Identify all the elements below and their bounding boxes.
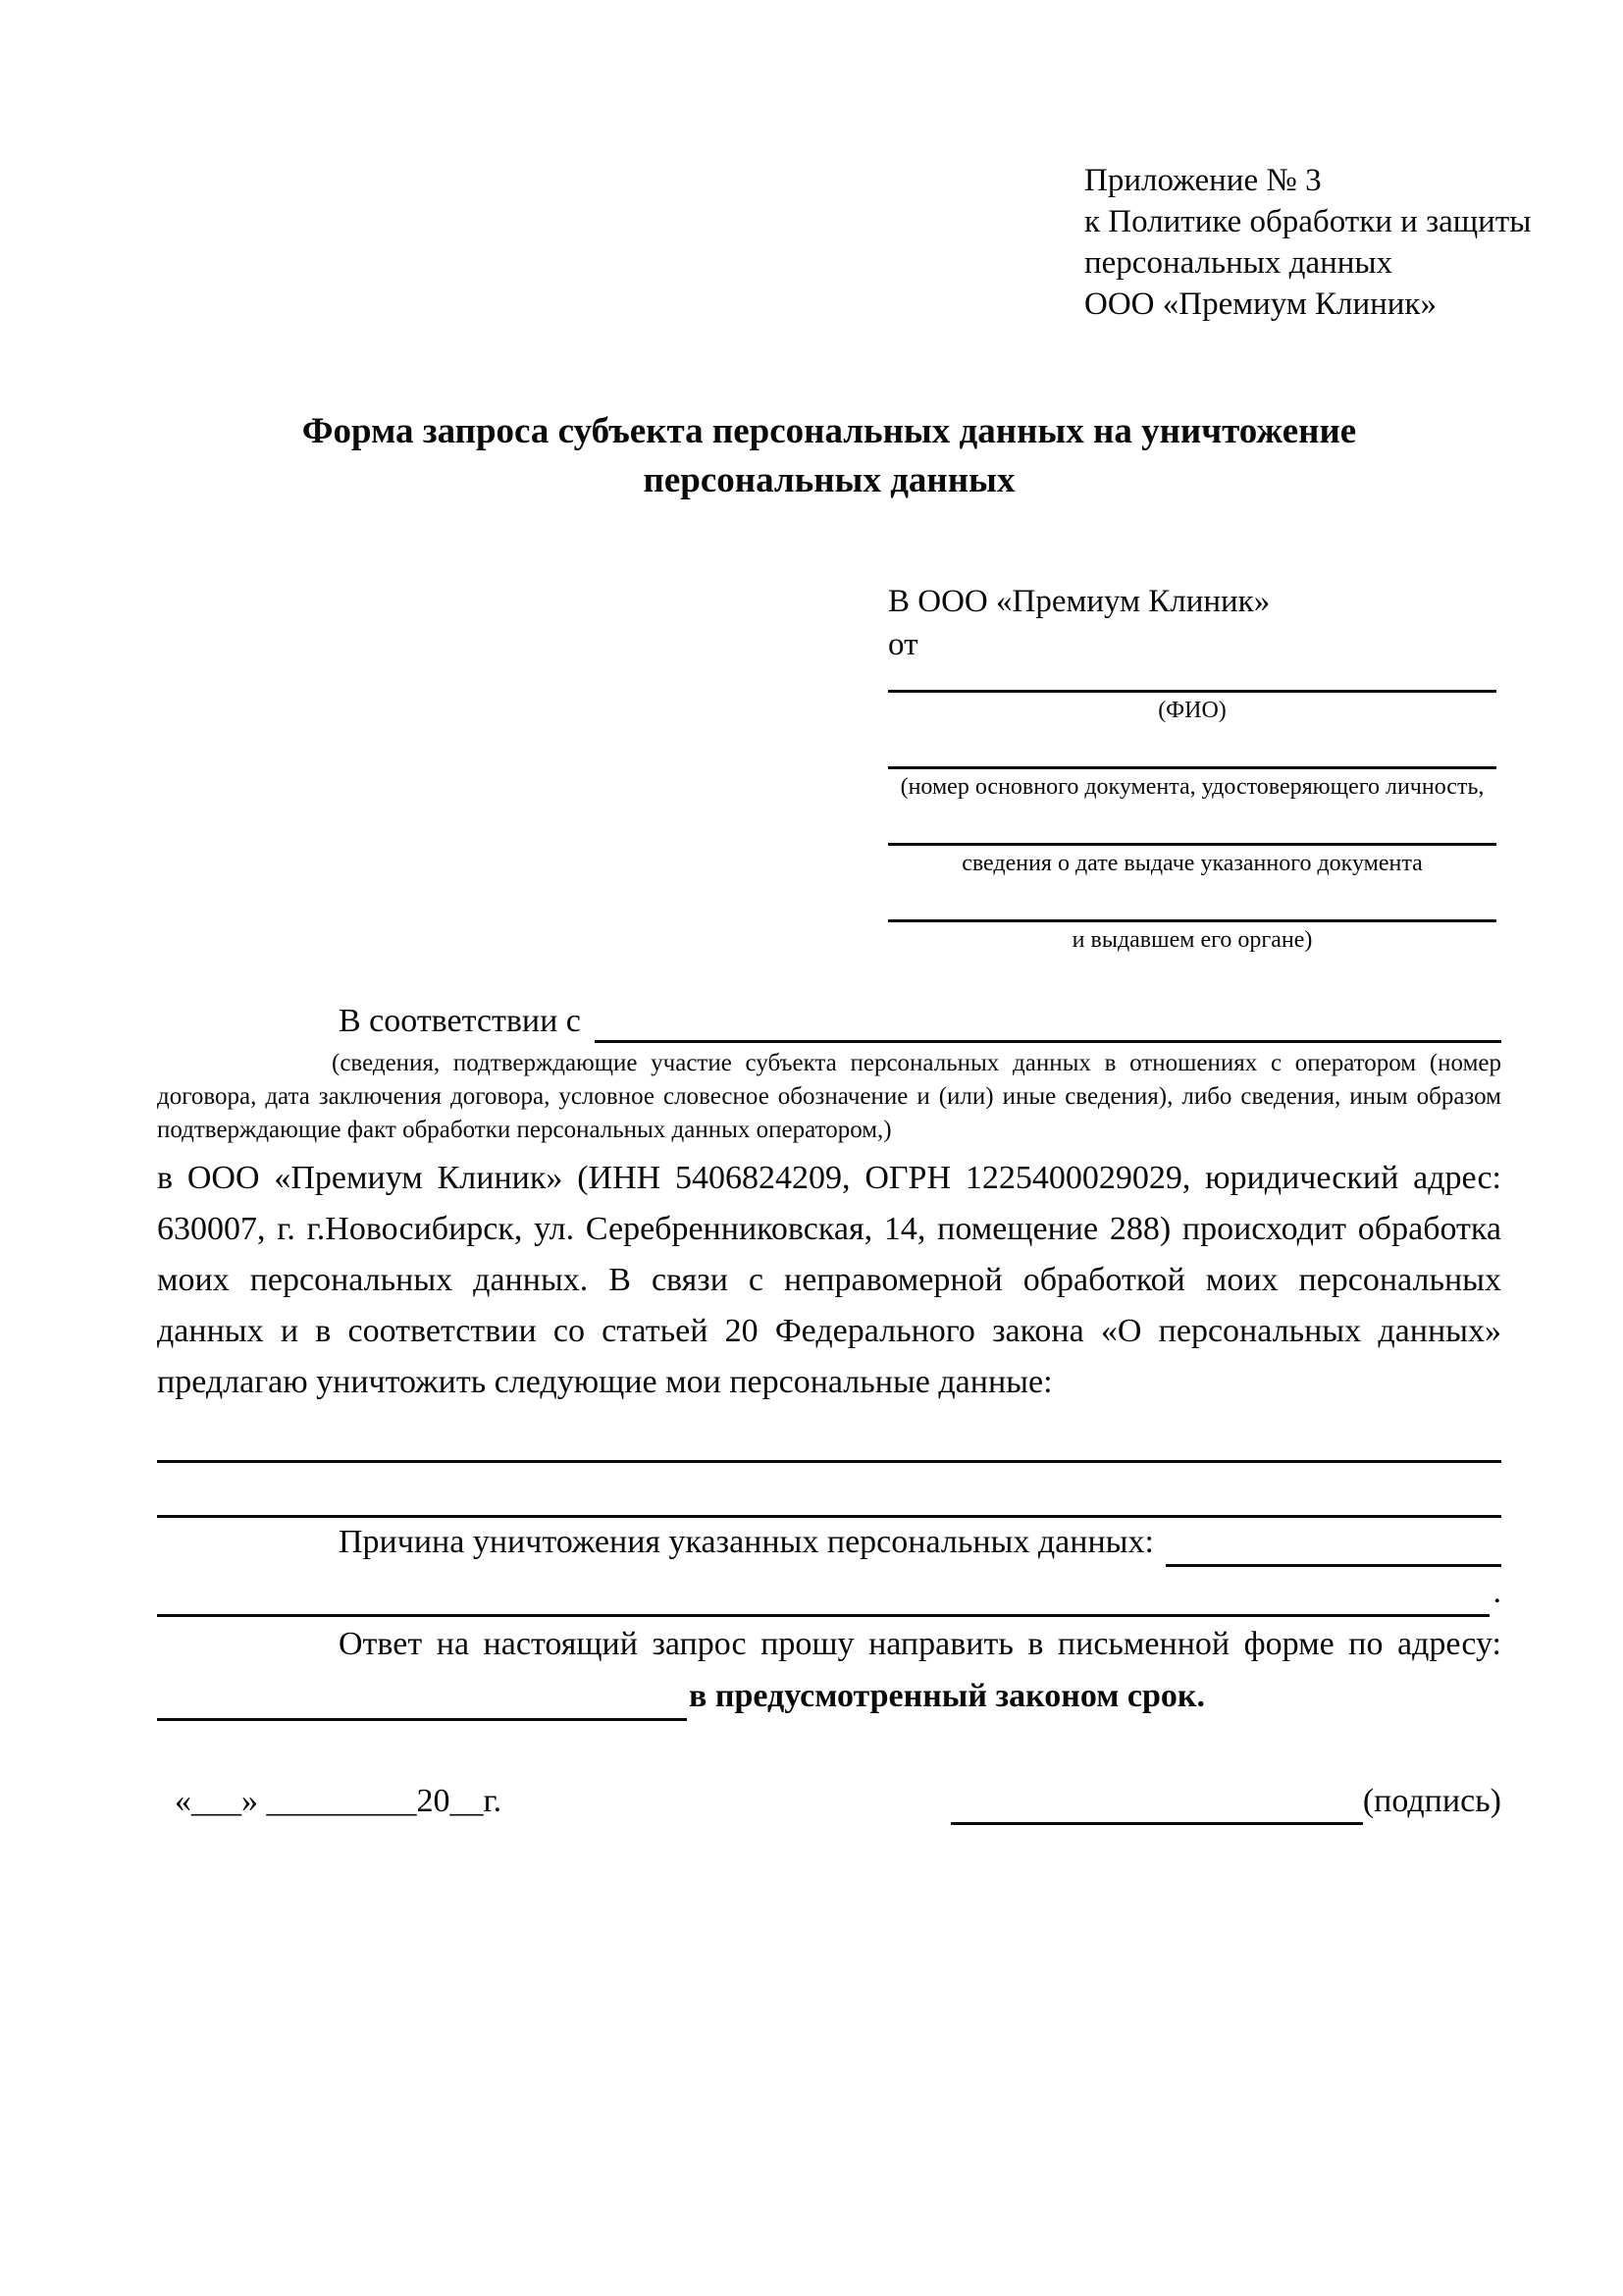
reason-label: Причина уничтожения указанных персональных данных: <box>339 1524 1154 1560</box>
doc-issuer-field-group <box>888 886 1496 955</box>
doc-issue-date-caption: сведения о дате выдаче указанного документа <box>962 851 1423 876</box>
response-address-row <box>157 1672 1501 1721</box>
response-request-sentence: Ответ на настоящий запрос прошу направить в письменной форме по адресу: <box>339 1626 1501 1662</box>
accordance-label: В соответствии с <box>339 1003 581 1039</box>
doc-issue-date-blank-line <box>888 809 1496 846</box>
doc-issuer-caption: и выдавшем его органе) <box>1072 927 1313 953</box>
appendix-header-line: к Политике обработки и защиты <box>1084 204 1532 239</box>
doc-number-field-group <box>888 733 1496 802</box>
doc-issue-date-field-group <box>888 809 1496 878</box>
response-deadline-text: в предусмотренный законом срок. <box>689 1678 1205 1714</box>
fio-blank-line <box>888 666 1496 693</box>
signature-caption: (подпись) <box>1362 1783 1501 1819</box>
main-paragraph: в ООО «Премиум Клиник» (ИНН 5406824209, ОГРН 1225400029029, юридический адрес: 630007, г. г.Новосибирск, ул. Серебренниковская, 14, помещение 288) происходит обработка моих персональных данных. В связи с неправомерной обработкой моих персональных данных и в соответствии со статьей 20 Федерального закона «О персональных данных» предлагаю уничтожить следующие мои персональные данные: <box>157 1160 1501 1400</box>
accordance-row <box>157 1000 1501 1043</box>
doc-number-caption: (номер основного документа, удостоверяющего личность, <box>900 774 1485 800</box>
addressee-block <box>888 580 1496 955</box>
recipient-organization: В ООО «Премиум Клиник» <box>888 584 1271 619</box>
reason-blank-line <box>1166 1519 1501 1567</box>
doc-number-blank-line <box>888 733 1496 769</box>
from-label: от <box>888 627 918 662</box>
appendix-header <box>1084 160 1532 325</box>
personal-data-blank-line-2 <box>157 1463 1501 1518</box>
fio-caption: (ФИО) <box>1158 698 1227 723</box>
reason-continuation-blank-line <box>157 1567 1490 1617</box>
date-signature-row <box>157 1778 1501 1825</box>
document-title: Форма запроса субъекта персональных данных на уничтожение персональных данных <box>301 411 1357 500</box>
reason-continuation-row <box>157 1567 1501 1617</box>
reason-row <box>157 1518 1501 1567</box>
accordance-blank-line <box>595 1001 1501 1043</box>
period-mark: . <box>1492 1574 1501 1610</box>
accordance-note: (сведения, подтверждающие участие субъекта персональных данных в отношениях с оператором (номер договора, дата заключения договора, условное словесное обозначение и (или) иные сведения), либо сведения, иным образом подтверждающие факт обработки персональных данных оператором,) <box>157 1050 1501 1143</box>
doc-issuer-blank-line <box>888 886 1496 922</box>
personal-data-blank-line-1 <box>157 1408 1501 1463</box>
fio-field-group <box>888 666 1496 725</box>
appendix-header-line: персональных данных <box>1084 245 1393 281</box>
appendix-header-line: ООО «Премиум Клиник» <box>1084 287 1437 322</box>
date-blank-template: «___» _________20__г. <box>175 1783 502 1819</box>
signature-blank-line <box>951 1781 1363 1825</box>
address-blank-line <box>157 1673 687 1721</box>
appendix-header-line: Приложение № 3 <box>1084 163 1322 198</box>
